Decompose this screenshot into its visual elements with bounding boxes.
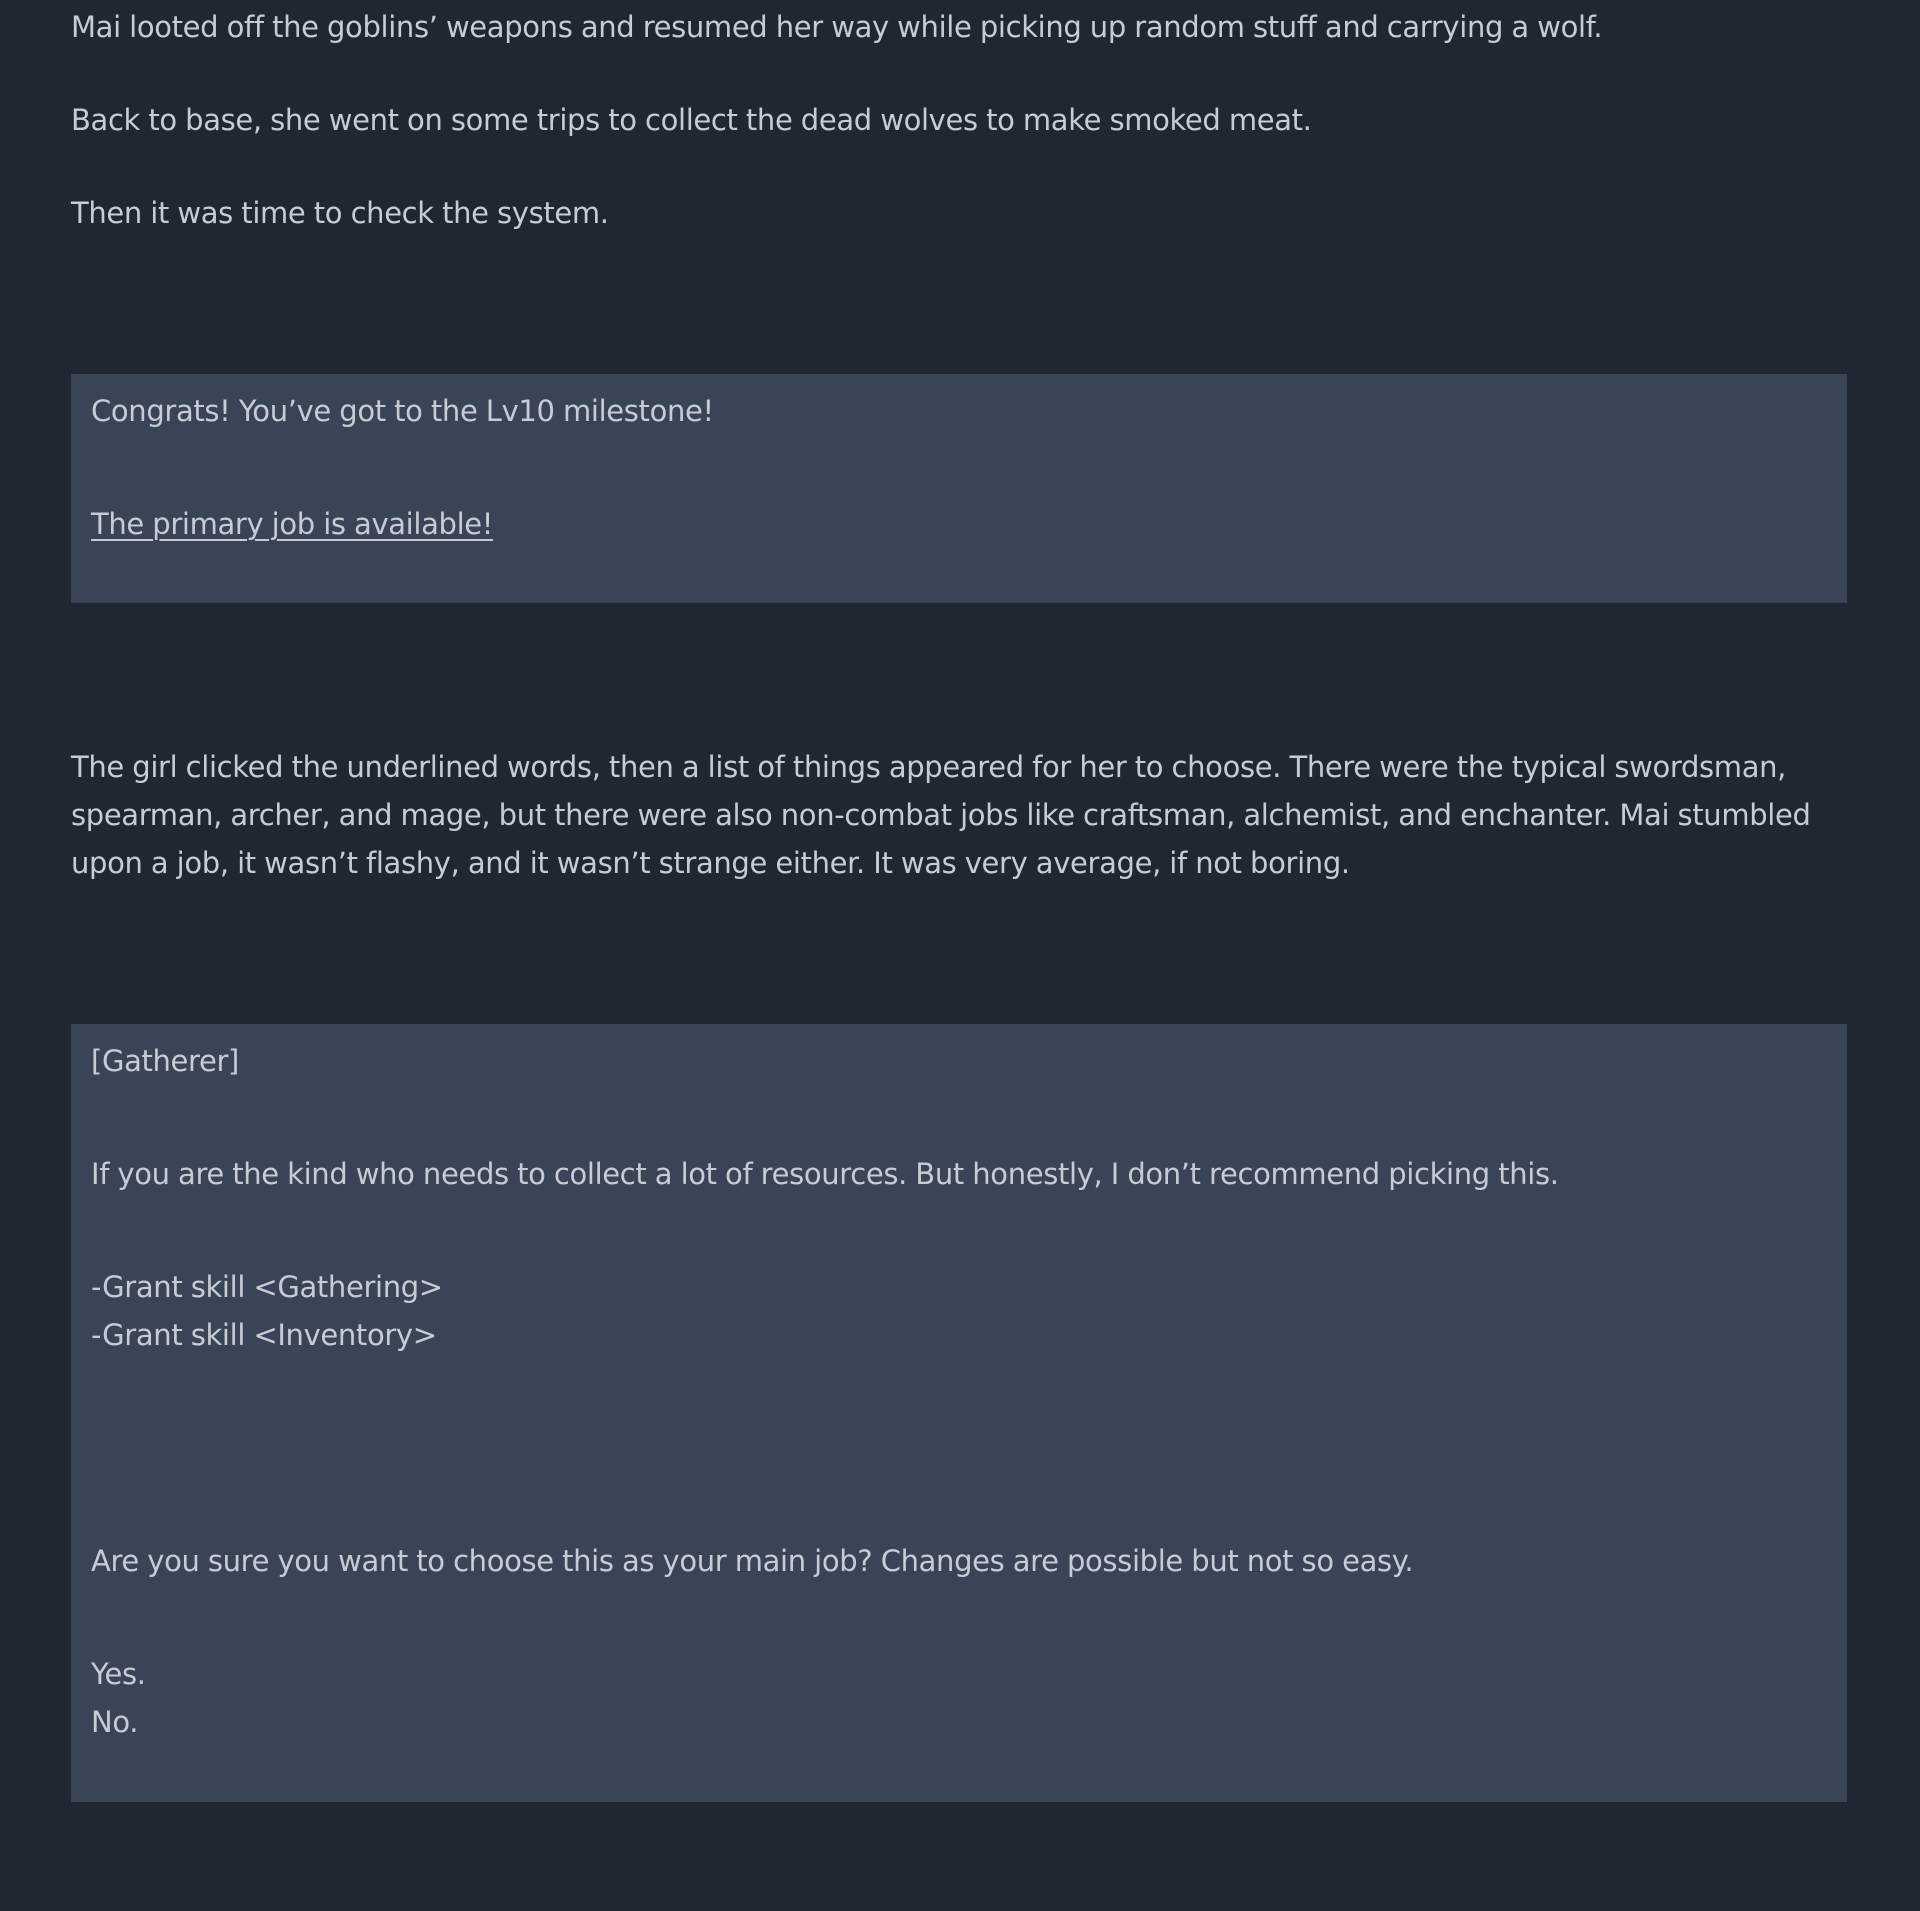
job-description: If you are the kind who needs to collect a lot of resources. But honestly, I don’t recommend picking this. <box>91 1157 1559 1191</box>
paragraph: Mai looted off the goblins’ weapons and resumed her way while picking up random stuff and carrying a wolf. <box>71 10 1603 44</box>
paragraph: Then it was time to check the system. <box>71 196 609 230</box>
skill-item: -Grant skill <Inventory> <box>91 1318 437 1352</box>
confirm-question: Are you sure you want to choose this as your main job? Changes are possible but not so easy. <box>91 1544 1414 1578</box>
skill-item: -Grant skill <Gathering> <box>91 1270 443 1304</box>
job-name: [Gatherer] <box>91 1044 240 1078</box>
no-option[interactable]: No. <box>91 1705 139 1739</box>
milestone-message: Congrats! You’ve got to the Lv10 milestone! <box>91 394 714 428</box>
paragraph-line: spearman, archer, and mage, but there were also non-combat jobs like craftsman, alchemist, and enchanter. Mai stumbled <box>71 798 1811 832</box>
system-milestone-box <box>71 374 1847 603</box>
paragraph-line: upon a job, it wasn’t flashy, and it wasn’t strange either. It was very average, if not boring. <box>71 846 1350 880</box>
paragraph-line: The girl clicked the underlined words, then a list of things appeared for her to choose. There were the typical swordsman, <box>71 750 1787 784</box>
paragraph: Back to base, she went on some trips to collect the dead wolves to make smoked meat. <box>71 103 1312 137</box>
system-job-box <box>71 1024 1847 1802</box>
yes-option[interactable]: Yes. <box>91 1657 146 1691</box>
primary-job-link[interactable]: The primary job is available! <box>91 507 494 541</box>
